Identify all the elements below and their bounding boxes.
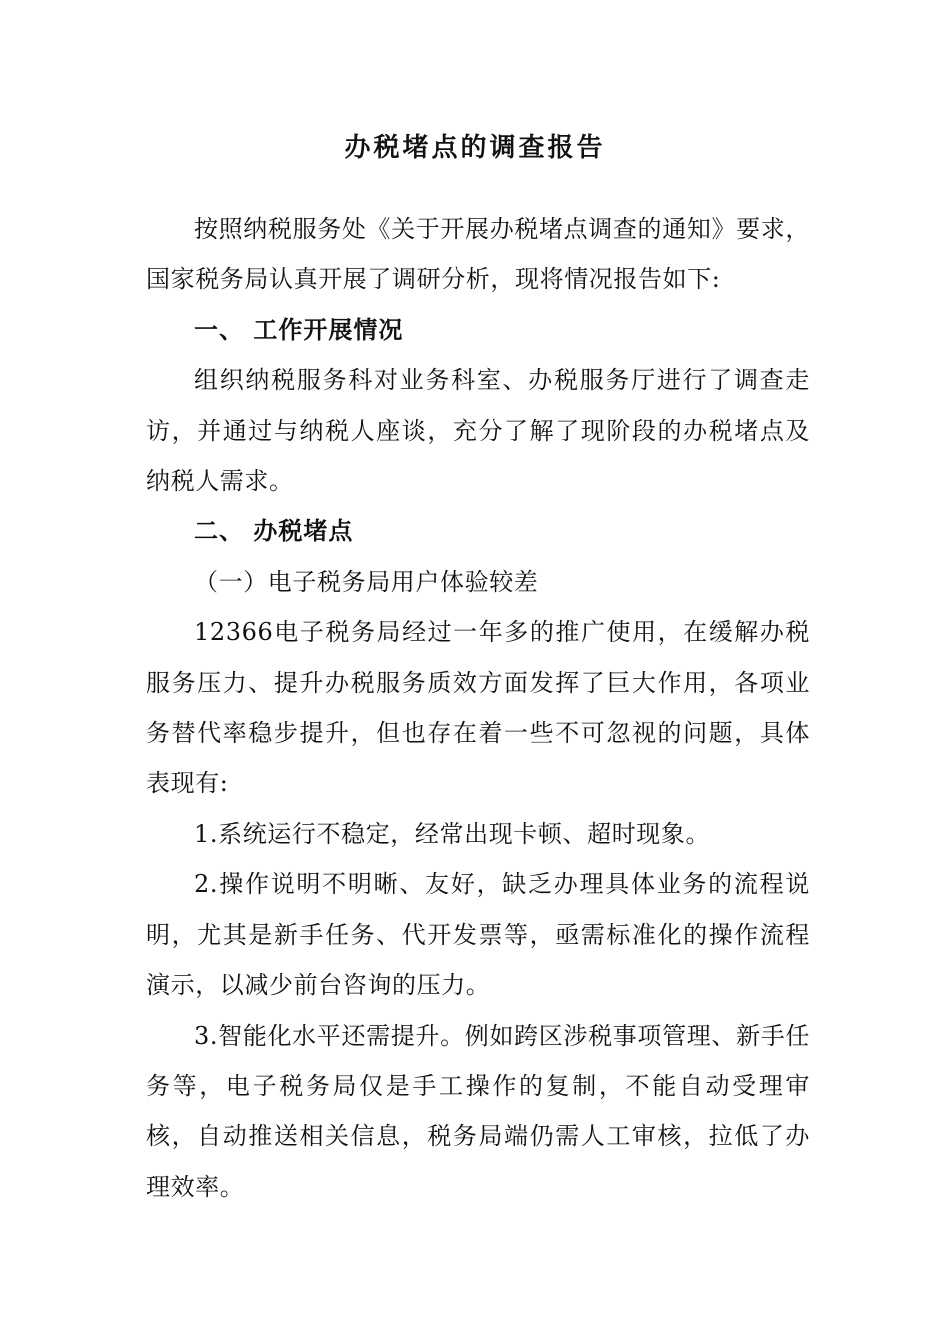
- document-title: 办税堵点的调查报告: [344, 133, 606, 163]
- section-heading-work-progress: 一、 工作开展情况: [194, 315, 404, 344]
- section-heading-blockers: 二、 办税堵点: [194, 517, 354, 546]
- list-item: 1.系统运行不稳定，经常出现卡顿、超时现象。: [194, 819, 711, 848]
- e-tax-bureau-paragraph: 12366电子税务局经过一年多的推广使用，在缓解办税服务压力、提升办税服务质效方面发挥了巨大作用，各项业务替代率稳步提升，但也存在着一些不可忽视的问题，具体表现有:: [146, 618, 810, 798]
- intro-paragraph: 按照纳税服务处《关于开展办税堵点调查的通知》要求，国家税务局认真开展了调研分析，现将情况报告如下:: [146, 215, 810, 294]
- subheading-e-tax-bureau: （一）电子税务局用户体验较差: [194, 567, 539, 596]
- work-progress-paragraph: 组织纳税服务科对业务科室、办税服务厅进行了调查走访，并通过与纳税人座谈，充分了解了现阶段的办税堵点及纳税人需求。: [146, 366, 810, 496]
- list-item: 2.操作说明不明晰、友好，缺乏办理具体业务的流程说明，尤其是新手任务、代开发票等，亟需标准化的操作流程演示，以减少前台咨询的压力。: [146, 870, 810, 1000]
- list-item: 3.智能化水平还需提升。例如跨区涉税事项管理、新手任务等，电子税务局仅是手工操作的复制，不能自动受理审核，自动推送相关信息，税务局端仍需人工审核，拉低了办理效率。: [146, 1021, 810, 1201]
- document-body: [146, 204, 810, 1212]
